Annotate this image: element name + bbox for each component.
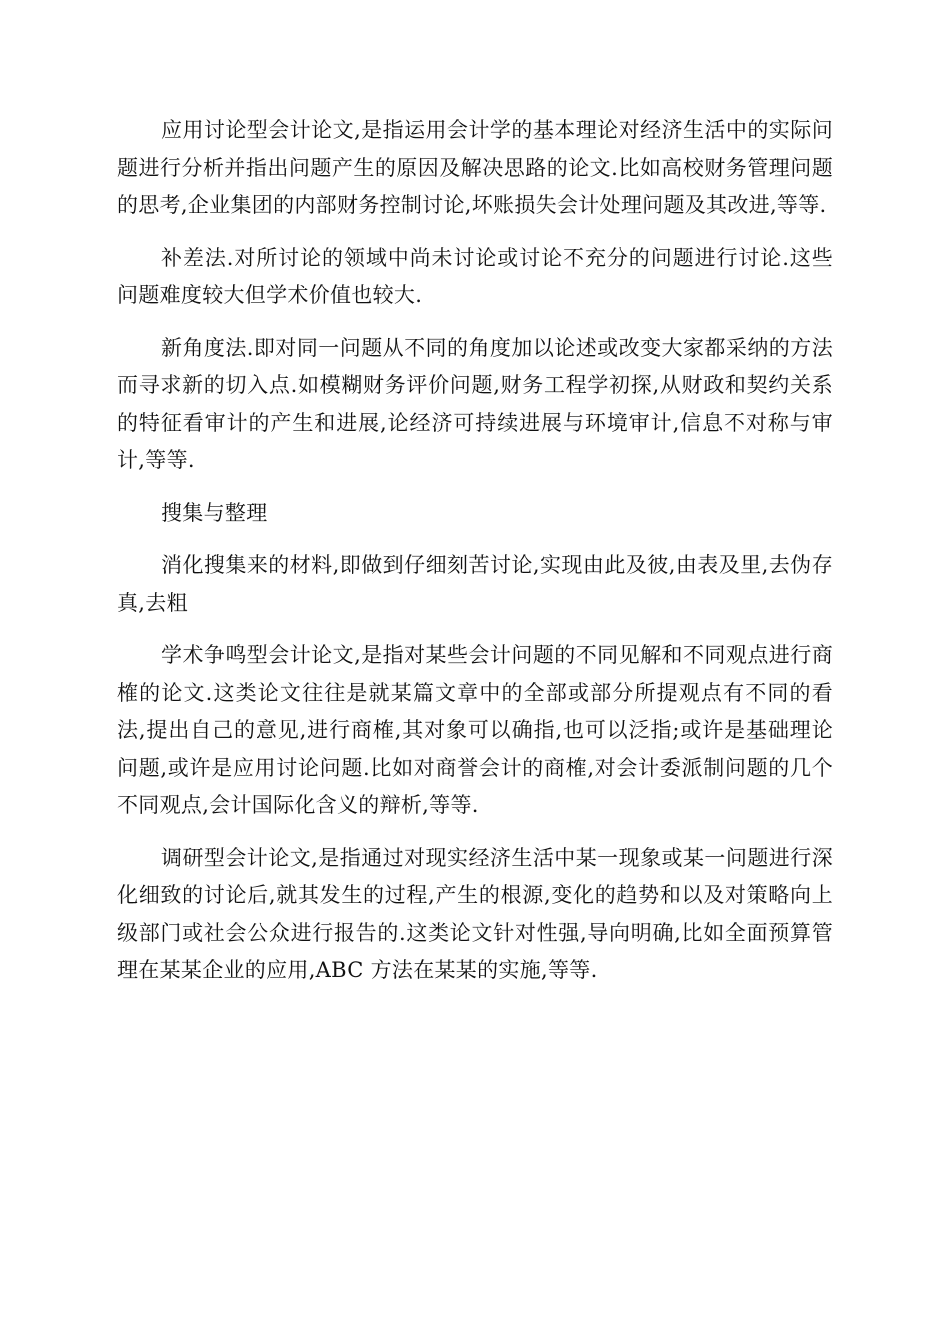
paragraph-survey-research: 调研型会计论文,是指通过对现实经济生活中某一现象或某一问题进行深化细致的讨论后,就其发生的过程,产生的根源,变化的趋势和以及对策略向上级部门或社会公众进行报告的.这类论文针对性强,导向明确,比如全面预算管理在某某企业的应用,ABC 方法在某某的实施,等等. — [117, 845, 833, 982]
paragraph-academic-debate: 学术争鸣型会计论文,是指对某些会计问题的不同见解和不同观点进行商榷的论文.这类论文往往是就某篇文章中的全部或部分所提观点有不同的看法,提出自己的意见,进行商榷,其对象可以确指,也可以泛指;或许是基础理论问题,或许是应用讨论问题.比如对商誉会计的商榷,对会计委派制问题的几个不同观点,会计国际化含义的辩析,等等. — [117, 643, 833, 817]
paragraph-applied-research: 应用讨论型会计论文,是指运用会计学的基本理论对经济生活中的实际问题进行分析并指出问题产生的原因及解决思路的论文.比如高校财务管理问题的思考,企业集团的内部财务控制讨论,坏账损失会计处理问题及其改进,等等. — [117, 118, 833, 217]
paragraph-collect-and-organize: 搜集与整理 — [161, 500, 268, 525]
paragraph-gap-filling-method: 补差法.对所讨论的领域中尚未讨论或讨论不充分的问题进行讨论.这些问题难度较大但学术价值也较大. — [117, 245, 833, 307]
paragraph-digest-materials: 消化搜集来的材料,即做到仔细刻苦讨论,实现由此及彼,由表及里,去伪存真,去粗 — [117, 553, 833, 615]
document-body — [117, 112, 833, 1005]
paragraph-new-angle-method: 新角度法.即对同一问题从不同的角度加以论述或改变大家都采纳的方法而寻求新的切入点.如模糊财务评价问题,财务工程学初探,从财政和契约关系的特征看审计的产生和进展,论经济可持续进展与环境审计,信息不对称与审计,等等. — [117, 335, 833, 472]
